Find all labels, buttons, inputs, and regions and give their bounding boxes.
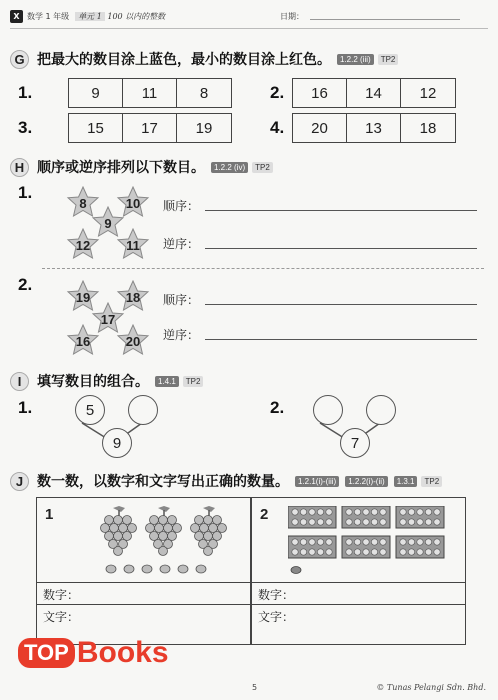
g-question-2-number: 2. xyxy=(270,83,285,102)
g1-cell[interactable]: 11 xyxy=(123,79,177,107)
reverse-answer-line[interactable] xyxy=(205,339,477,340)
star-number: 9 xyxy=(91,206,125,238)
section-j-tag: 1.2.2(i)-(ii) xyxy=(345,476,387,487)
publisher-logo: X xyxy=(10,10,23,23)
section-j-title: 数一数，以数字和文字写出正确的数量。 xyxy=(37,474,289,490)
section-h-badge: H xyxy=(10,158,29,177)
reverse-answer-line[interactable] xyxy=(205,248,477,249)
count-box-number: 2 xyxy=(260,506,269,523)
g-question-3-table xyxy=(68,113,232,143)
order-label: 顺序： xyxy=(163,293,200,307)
section-i-header xyxy=(10,370,203,392)
section-h-tag: 1.2.2 (iv) xyxy=(211,162,248,173)
section-i-badge: I xyxy=(10,372,29,391)
section-j-tag: 1.2.1(i)-(iii) xyxy=(295,476,339,487)
reverse-label: 逆序： xyxy=(163,328,200,342)
g3-cell[interactable]: 19 xyxy=(195,119,213,137)
h-question-1-number: 1. xyxy=(18,183,33,202)
g2-cell[interactable]: 14 xyxy=(347,79,401,107)
bond-part-left[interactable] xyxy=(313,395,343,425)
star-number: 17 xyxy=(91,302,125,334)
page-number: 5 xyxy=(252,683,258,692)
bond-whole: 9 xyxy=(102,428,132,458)
section-i-tp: TP2 xyxy=(183,376,204,387)
bond-part-right[interactable] xyxy=(128,395,158,425)
bond-whole: 7 xyxy=(340,428,370,458)
g4-cell[interactable]: 20 xyxy=(293,114,347,142)
section-g-tp: TP2 xyxy=(378,54,399,65)
g-question-4-table xyxy=(292,113,456,143)
section-h-tp: TP2 xyxy=(252,162,273,173)
section-i-title: 填写数目的组合。 xyxy=(37,374,149,390)
word-answer-row[interactable]: 文字： xyxy=(37,604,250,626)
section-g-tag: 1.2.2 (iii) xyxy=(337,54,374,65)
g3-cell[interactable]: 15 xyxy=(69,114,123,142)
star-number: 10 xyxy=(116,186,150,218)
g-question-3-number: 3. xyxy=(18,118,33,137)
topbooks-watermark xyxy=(18,636,169,670)
count-box-number: 1 xyxy=(45,506,54,523)
g1-cell[interactable]: 9 xyxy=(69,79,123,107)
unit-title: 100 以内的整数 xyxy=(107,11,166,21)
bond-part-right[interactable] xyxy=(366,395,396,425)
star-number: 19 xyxy=(66,280,100,312)
copyright: © Tunas Pelangi Sdn. Bhd. xyxy=(376,683,486,692)
star-number: 8 xyxy=(66,186,100,218)
order-answer-line[interactable] xyxy=(205,210,477,211)
dashed-divider xyxy=(42,268,484,269)
digit-answer-row[interactable]: 数字： xyxy=(37,582,250,604)
section-j-header xyxy=(10,470,442,492)
star-number: 20 xyxy=(116,324,150,356)
star-number: 16 xyxy=(66,324,100,356)
section-h-header xyxy=(10,156,273,178)
date-label: 日期： xyxy=(280,11,304,21)
count-box-1 xyxy=(36,497,251,645)
i-question-1-number: 1. xyxy=(18,398,33,417)
g-question-2-table xyxy=(292,78,456,108)
g1-cell[interactable]: 8 xyxy=(199,84,209,102)
digit-answer-row[interactable]: 数字： xyxy=(252,582,465,604)
star-number: 11 xyxy=(116,228,150,260)
section-j-tp: TP2 xyxy=(421,476,442,487)
unit-number: 单元 1 xyxy=(75,12,105,21)
star-number: 12 xyxy=(66,228,100,260)
g2-cell[interactable]: 12 xyxy=(419,84,437,102)
page-header xyxy=(10,6,488,26)
g2-cell[interactable]: 16 xyxy=(293,79,347,107)
header-divider xyxy=(10,28,488,29)
g-question-1-table xyxy=(68,78,232,108)
g4-cell[interactable]: 18 xyxy=(419,119,437,137)
count-box-2 xyxy=(251,497,466,645)
g-question-4-number: 4. xyxy=(270,118,285,137)
star-number: 18 xyxy=(116,280,150,312)
section-g-header xyxy=(10,48,398,70)
watermark-books: Books xyxy=(76,636,169,669)
bond-part-left[interactable]: 5 xyxy=(75,395,105,425)
section-g-badge: G xyxy=(10,50,29,69)
i-question-2-number: 2. xyxy=(270,398,285,417)
section-j-badge: J xyxy=(10,472,29,491)
section-i-tag: 1.4.1 xyxy=(155,376,179,387)
section-g-title: 把最大的数目涂上蓝色，最小的数目涂上红色。 xyxy=(37,52,331,68)
order-answer-line[interactable] xyxy=(205,304,477,305)
unit-label xyxy=(75,11,165,22)
reverse-label: 逆序： xyxy=(163,237,200,251)
section-h-title: 顺序或逆序排列以下数目。 xyxy=(37,160,205,176)
egg-trays-illustration xyxy=(288,506,458,581)
g4-cell[interactable]: 13 xyxy=(347,114,401,142)
subject-label: 数学 1 年级 xyxy=(27,11,70,21)
word-answer-row[interactable]: 文字： xyxy=(252,604,465,626)
date-field[interactable] xyxy=(310,19,460,20)
grapes-illustration xyxy=(99,506,239,581)
g-question-1-number: 1. xyxy=(18,83,33,102)
watermark-top: TOP xyxy=(18,638,75,668)
h-question-2-number: 2. xyxy=(18,275,33,294)
g3-cell[interactable]: 17 xyxy=(123,114,177,142)
section-j-tag: 1.3.1 xyxy=(394,476,418,487)
order-label: 顺序： xyxy=(163,199,200,213)
